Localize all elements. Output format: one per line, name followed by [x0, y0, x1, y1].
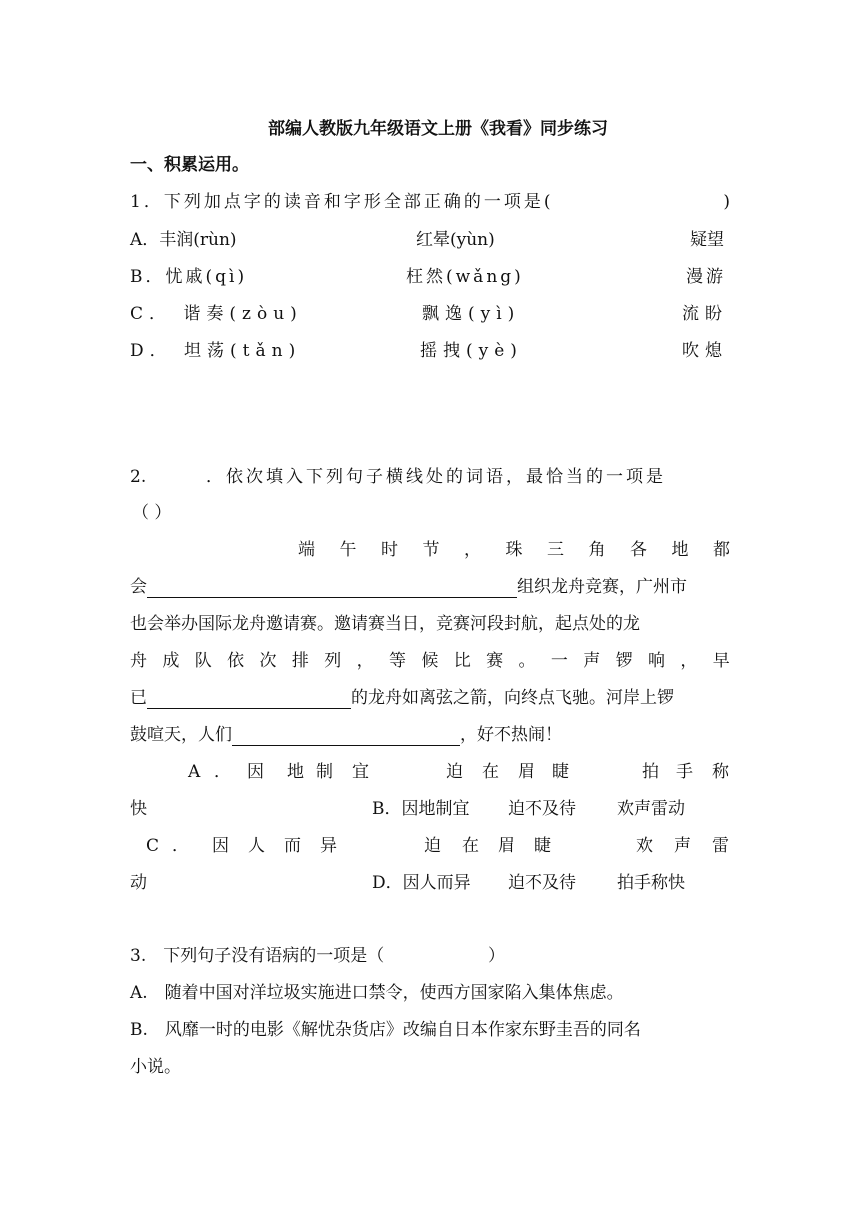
char: 人 — [248, 836, 265, 856]
char: 早 — [712, 651, 730, 671]
q2-passage-line-3: 也会举办国际龙舟邀请赛。邀请赛当日，竞赛河段封航，起点处的龙 — [130, 614, 640, 634]
char: 眉 — [518, 762, 535, 782]
passage-text: 会 — [130, 577, 147, 597]
char: 睫 — [534, 836, 551, 856]
char: 因 — [247, 762, 264, 782]
q2-passage-line-4 — [130, 650, 730, 672]
char: 候 — [421, 651, 439, 671]
char: 而 — [284, 836, 301, 856]
q1-option-b-2: 枉然(wǎng) — [406, 267, 524, 287]
passage-text: 已 — [130, 688, 147, 708]
char: 拍 — [642, 762, 659, 782]
question-2-paren: （ ） — [132, 503, 172, 523]
q1-option-a-2: 红晕(yùn) — [416, 230, 495, 250]
question-2-stem: ．依次填入下列句子横线处的词语，最恰当的一项是 — [206, 467, 666, 487]
char: 等 — [389, 651, 406, 671]
char: 响 — [648, 651, 665, 671]
question-3-paren-close: ） — [488, 946, 505, 966]
q1-option-d-1: D． 坦荡(tǎn) — [130, 341, 302, 361]
char: 都 — [713, 540, 730, 560]
char: 迫 — [446, 762, 463, 782]
q3-option-b: B. 风靡一时的电影《解忧杂货店》改编自日本作家东野圭吾的同名 — [130, 1020, 641, 1040]
q2-passage-line-6 — [130, 724, 562, 746]
q2-option-b-3: 欢声雷动 — [617, 799, 685, 819]
char: 次 — [259, 651, 277, 671]
section-heading: 一、积累运用。 — [130, 155, 249, 175]
char: ． — [214, 762, 231, 782]
q2-passage-line-1 — [298, 539, 730, 561]
char: 队 — [194, 651, 212, 671]
char: 声 — [583, 651, 601, 671]
char: 比 — [453, 651, 471, 671]
question-1-text: 1．下列加点字的读音和字形全部正确的一项是( — [130, 192, 554, 212]
q2-option-a-end: 快 — [130, 799, 147, 819]
char: 睫 — [552, 762, 569, 782]
char: 雷 — [712, 836, 729, 856]
char: 锣 — [615, 651, 633, 671]
q1-option-b-1: B．忧戚(qì) — [130, 267, 248, 287]
passage-text: 的龙舟如离弦之箭，向终点飞驰。河岸上锣 — [351, 688, 674, 708]
passage-text: 组织龙舟竞赛，广州市 — [517, 577, 687, 597]
q1-option-d-2: 摇拽(yè) — [420, 341, 523, 361]
q1-option-a-3: 疑望 — [690, 230, 724, 250]
q1-option-c-2: 飘逸(yì) — [422, 304, 521, 324]
char: 时 — [381, 540, 398, 560]
char: 异 — [320, 836, 337, 856]
char: ． — [172, 836, 189, 856]
q1-option-a-1: A．丰润(rùn) — [130, 230, 237, 250]
char: 手 — [676, 762, 693, 782]
char: 地 — [287, 762, 304, 782]
q2-option-d-1: D．因人而异 — [372, 873, 471, 893]
q2-option-b-1: B．因地制宜 — [372, 799, 470, 819]
char: ， — [680, 651, 698, 671]
q2-option-a-label — [188, 761, 200, 783]
char: 。 — [518, 651, 536, 671]
char: 午 — [339, 540, 357, 560]
char: 眉 — [498, 836, 515, 856]
char: 成 — [162, 651, 180, 671]
char: 声 — [674, 836, 691, 856]
char: 各 — [630, 540, 647, 560]
q3-option-a: A. 随着中国对洋垃圾实施进口禁令，使西方国家陷入集体焦虑。 — [130, 983, 624, 1003]
char: 珠 — [505, 540, 523, 560]
char: 欢 — [636, 836, 653, 856]
question-3-stem: 3. 下列句子没有语病的一项是（ — [130, 946, 385, 966]
q1-option-d-3: 吹熄 — [682, 341, 728, 361]
char: 角 — [588, 540, 606, 560]
char: 因 — [212, 836, 229, 856]
fill-blank-3[interactable] — [232, 727, 460, 746]
q2-option-c-end: 动 — [130, 873, 147, 893]
q2-passage-line-5 — [130, 687, 674, 709]
char: 地 — [671, 540, 689, 560]
char: 三 — [547, 540, 564, 560]
char: 迫 — [424, 836, 441, 856]
char: C — [146, 836, 160, 856]
question-2-number: 2. — [130, 467, 147, 487]
char: 称 — [712, 762, 729, 782]
q1-option-c-1: C． 谐奏(zòu) — [130, 304, 303, 324]
page-title: 部编人教版九年级语文上册《我看》同步练习 — [268, 119, 608, 139]
char: 一 — [550, 651, 568, 671]
char: 赛 — [486, 651, 504, 671]
char: 宜 — [352, 762, 369, 782]
char: ， — [356, 651, 374, 671]
q2-option-b-2: 迫不及待 — [508, 799, 576, 819]
char: A — [188, 762, 201, 782]
char: 节 — [422, 540, 440, 560]
passage-text: ，好不热闹！ — [460, 725, 562, 745]
char: 列 — [324, 651, 342, 671]
char: 舟 — [130, 651, 147, 671]
q2-option-d-2: 迫不及待 — [508, 873, 576, 893]
fill-blank-2[interactable] — [147, 690, 351, 709]
fill-blank-1[interactable] — [147, 579, 517, 598]
q1-option-c-3: 流盼 — [682, 304, 728, 324]
answer-paren-close: ) — [723, 192, 730, 212]
char: 在 — [462, 836, 479, 856]
q2-passage-line-2 — [130, 576, 687, 598]
char: 依 — [227, 651, 245, 671]
char: 制 — [316, 762, 333, 782]
char: 排 — [291, 651, 309, 671]
char: 在 — [482, 762, 499, 782]
q3-option-b-cont: 小说。 — [130, 1057, 181, 1077]
q1-option-b-3: 漫游 — [686, 267, 726, 287]
passage-text: 鼓喧天，人们 — [130, 725, 232, 745]
q2-option-d-3: 拍手称快 — [617, 873, 685, 893]
question-1-stem — [130, 191, 730, 213]
char: 端 — [298, 540, 315, 560]
char: ， — [464, 540, 481, 560]
